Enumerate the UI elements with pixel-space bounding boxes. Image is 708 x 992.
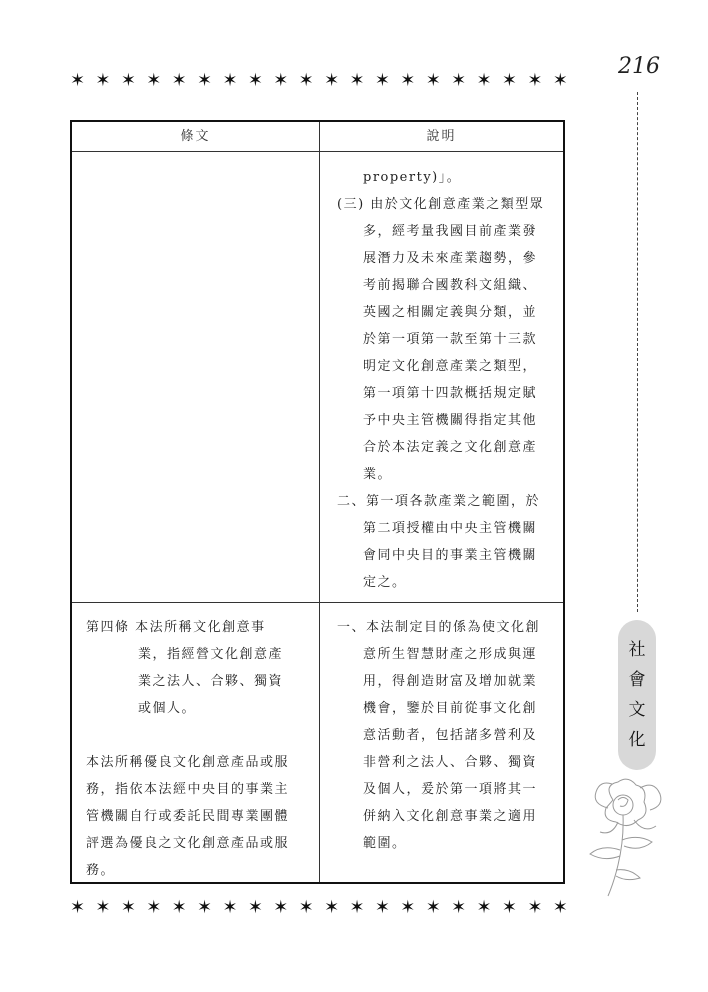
top-ornament-border xyxy=(70,70,568,92)
ornament-glyph: ✶ xyxy=(298,897,314,918)
ornament-glyph: ✶ xyxy=(476,897,492,918)
text-line: 業。 xyxy=(363,467,393,482)
text-line: 第四條 本法所稱文化創意事 xyxy=(86,620,266,635)
ornament-glyph: ✶ xyxy=(273,897,289,918)
ornament-glyph: ✶ xyxy=(197,897,213,918)
side-tab-char-4: 化 xyxy=(628,730,646,750)
bottom-ornament-border xyxy=(70,897,568,919)
page-number: 216 xyxy=(618,54,660,79)
ornament-glyph: ✶ xyxy=(552,897,568,918)
text-line: (三) 由於文化創意產業之類型眾 xyxy=(337,197,545,212)
text-line: 務。 xyxy=(86,863,116,878)
ornament-glyph: ✶ xyxy=(501,897,517,918)
ornament-glyph: ✶ xyxy=(146,70,162,91)
ornament-glyph: ✶ xyxy=(324,897,340,918)
ornament-glyph: ✶ xyxy=(171,70,187,91)
ornament-glyph: ✶ xyxy=(222,897,238,918)
ornament-glyph: ✶ xyxy=(552,70,568,91)
row1-explanation xyxy=(337,164,562,596)
text-line: 併納入文化創意事業之適用 xyxy=(363,809,538,824)
ornament-glyph: ✶ xyxy=(451,897,467,918)
ornament-glyph: ✶ xyxy=(146,897,162,918)
ornament-glyph: ✶ xyxy=(374,897,390,918)
ornament-glyph: ✶ xyxy=(527,897,543,918)
ornament-glyph: ✶ xyxy=(324,70,340,91)
text-line: 定之。 xyxy=(363,575,407,590)
blank-line xyxy=(86,722,314,749)
ornament-glyph: ✶ xyxy=(425,70,441,91)
text-line: 本法所稱優良文化創意產品或服 xyxy=(86,755,290,770)
comparison-table xyxy=(70,120,565,884)
chapter-side-tab xyxy=(618,620,656,770)
ornament-glyph: ✶ xyxy=(247,70,263,91)
side-tab-char-2: 會 xyxy=(628,670,646,690)
ornament-glyph: ✶ xyxy=(70,897,86,918)
text-line: 二、第一項各款產業之範圍，於 xyxy=(337,494,541,509)
text-line: 機會，鑒於目前從事文化創 xyxy=(363,701,538,716)
text-line: 英國之相關定義與分類，並 xyxy=(363,305,538,320)
ornament-glyph: ✶ xyxy=(527,70,543,91)
text-line: 評選為優良之文化創意產品或服 xyxy=(86,836,290,851)
text-line: 第一項第十四款概括規定賦 xyxy=(363,386,538,401)
ornament-glyph: ✶ xyxy=(425,897,441,918)
text-line: 於第一項第一款至第十三款 xyxy=(363,332,538,347)
text-line: 會同中央目的事業主管機關 xyxy=(363,548,538,563)
text-line: 多，經考量我國目前產業發 xyxy=(363,224,538,239)
text-line: 非營利之法人、合夥、獨資 xyxy=(363,755,538,770)
ornament-glyph: ✶ xyxy=(349,897,365,918)
ornament-glyph: ✶ xyxy=(501,70,517,91)
text-line: 意活動者，包括諸多營利及 xyxy=(363,728,538,743)
text-line: 考前揭聯合國教科文組織、 xyxy=(363,278,538,293)
text-line: 業之法人、合夥、獨資 xyxy=(138,674,284,689)
side-tab-char-3: 文 xyxy=(628,700,646,720)
ornament-glyph: ✶ xyxy=(197,70,213,91)
ornament-glyph: ✶ xyxy=(374,70,390,91)
text-line: 第二項授權由中央主管機關 xyxy=(363,521,538,536)
header-explanation: 說明 xyxy=(426,129,457,144)
margin-dashed-line xyxy=(637,92,638,612)
row2-article-text xyxy=(86,614,314,884)
ornament-glyph: ✶ xyxy=(95,897,111,918)
text-line: 或個人。 xyxy=(138,701,197,716)
column-divider xyxy=(319,122,320,882)
text-line: 務，指依本法經中央目的事業主 xyxy=(86,782,290,797)
text-line: 予中央主管機關得指定其他 xyxy=(363,413,538,428)
ornament-glyph: ✶ xyxy=(400,70,416,91)
header-article: 條文 xyxy=(180,129,211,144)
ornament-glyph: ✶ xyxy=(171,897,187,918)
ornament-glyph: ✶ xyxy=(298,70,314,91)
table-header-row xyxy=(72,122,563,152)
ornament-glyph: ✶ xyxy=(120,70,136,91)
text-line: 合於本法定義之文化創意產 xyxy=(363,440,538,455)
ornament-glyph: ✶ xyxy=(120,897,136,918)
text-line: 明定文化創意產業之類型， xyxy=(363,359,538,374)
flower-illustration xyxy=(578,770,678,900)
side-tab-char-1: 社 xyxy=(628,640,646,660)
ornament-glyph: ✶ xyxy=(70,70,86,91)
text-line: 範圍。 xyxy=(363,836,407,851)
ornament-glyph: ✶ xyxy=(349,70,365,91)
text-line: 意所生智慧財產之形成與運 xyxy=(363,647,538,662)
ornament-glyph: ✶ xyxy=(247,897,263,918)
text-line: 及個人，爰於第一項將其一 xyxy=(363,782,538,797)
text-line: 業，指經營文化創意產 xyxy=(138,647,284,662)
ornament-glyph: ✶ xyxy=(400,897,416,918)
ornament-glyph: ✶ xyxy=(451,70,467,91)
text-line: 一、本法制定目的係為使文化創 xyxy=(337,620,541,635)
ornament-glyph: ✶ xyxy=(476,70,492,91)
text-line: 用，得創造財富及增加就業 xyxy=(363,674,538,689)
row-divider xyxy=(72,602,563,603)
ornament-glyph: ✶ xyxy=(95,70,111,91)
text-line: 展潛力及未來產業趨勢，參 xyxy=(363,251,538,266)
text-line: property)」。 xyxy=(363,170,462,185)
text-line: 管機關自行或委託民間專業團體 xyxy=(86,809,290,824)
ornament-glyph: ✶ xyxy=(273,70,289,91)
ornament-glyph: ✶ xyxy=(222,70,238,91)
row2-explanation xyxy=(337,614,562,857)
